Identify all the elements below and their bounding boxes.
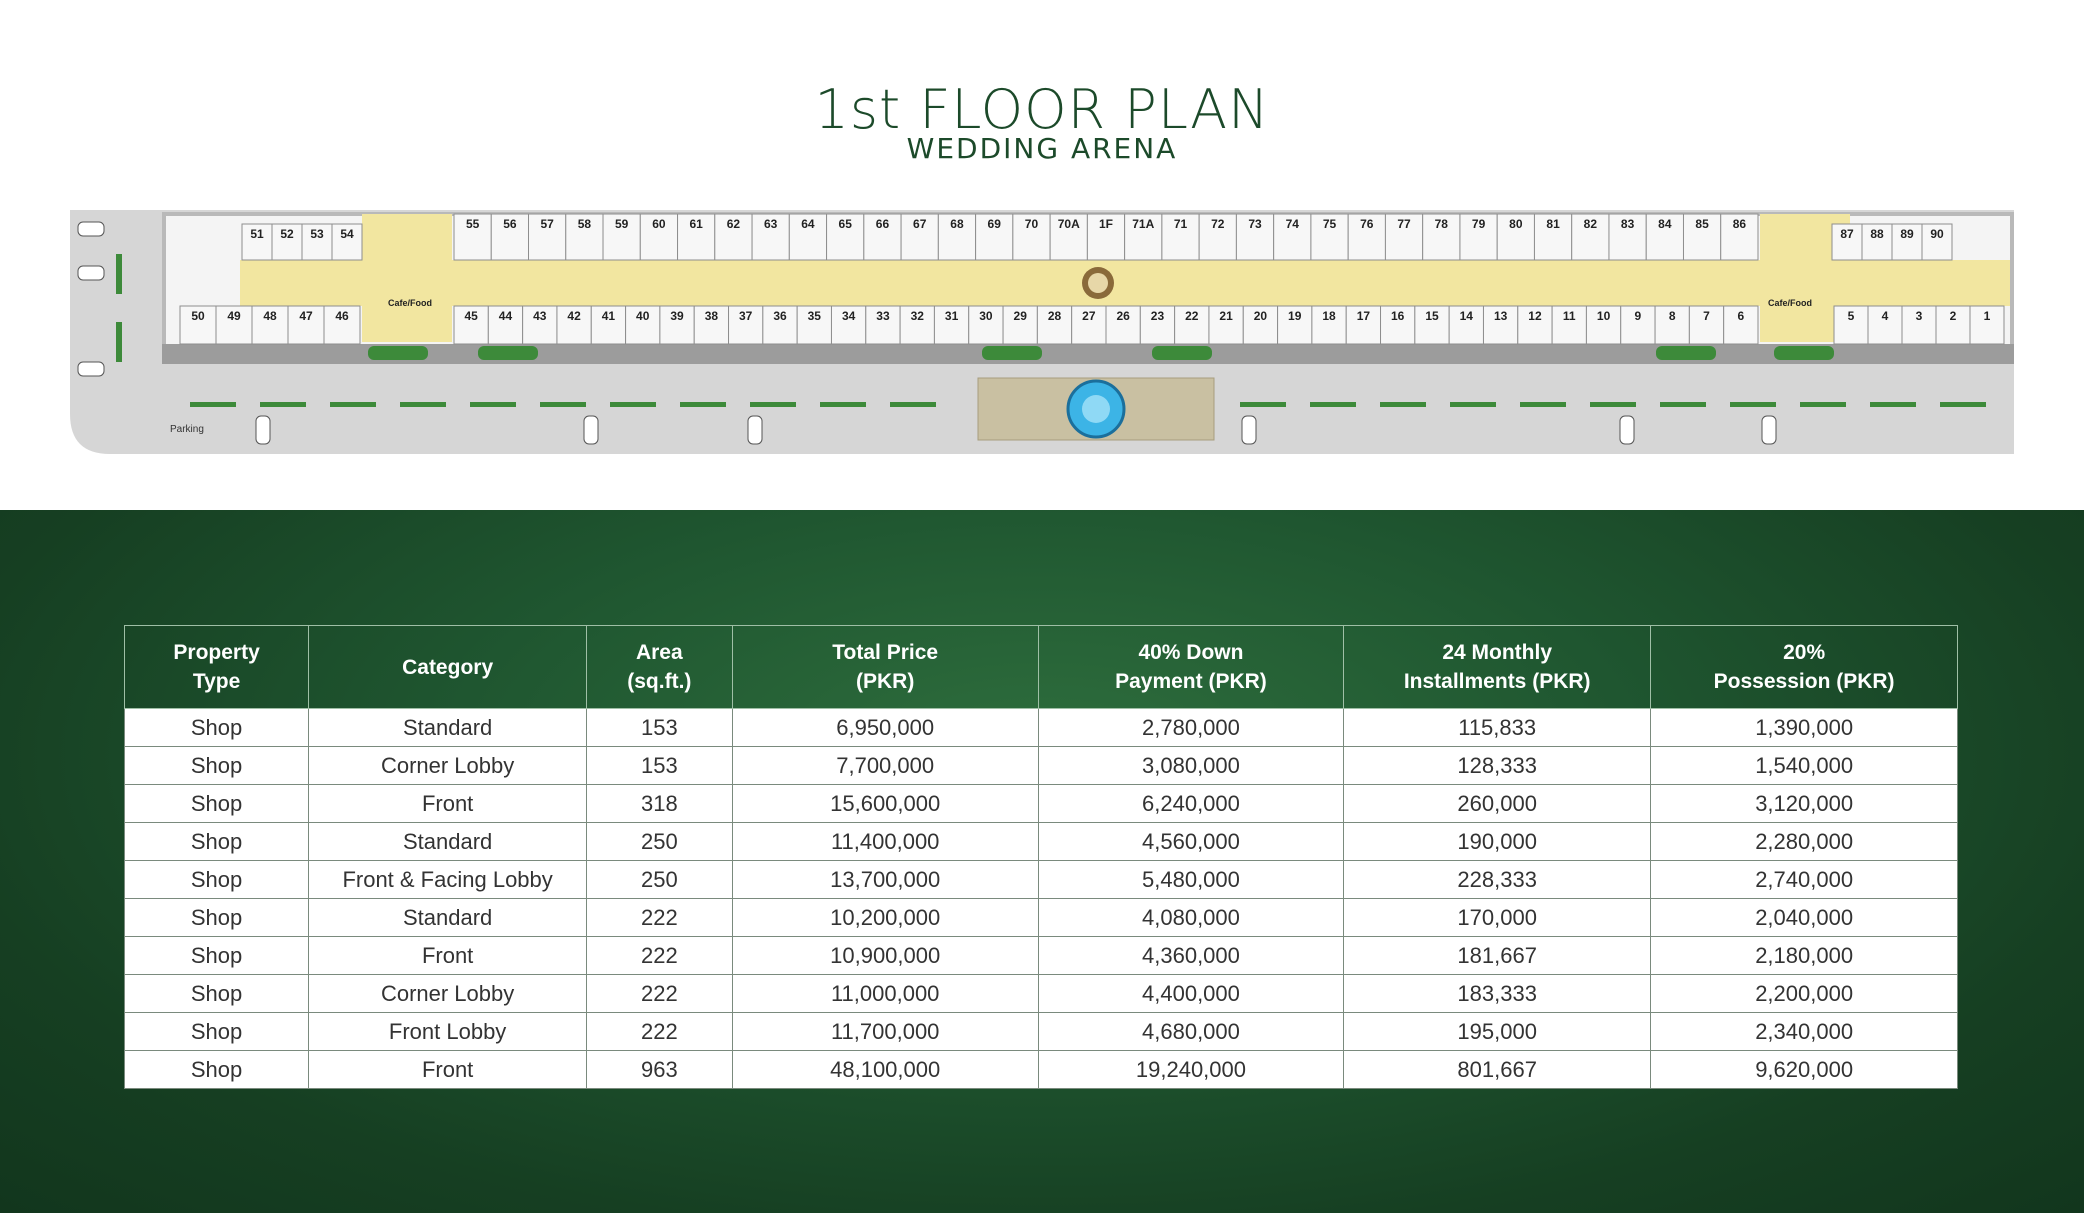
table-cell: Shop [125, 823, 309, 861]
unit-label-left-bottom: 48 [263, 309, 277, 323]
unit-label-top: 64 [801, 217, 815, 231]
unit-label-right-bottom: 1 [1983, 309, 1991, 323]
table-cell: 228,333 [1344, 861, 1651, 899]
unit-label-right-bottom: 4 [1881, 309, 1889, 323]
table-cell: 222 [587, 975, 732, 1013]
unit-label-bottom: 34 [841, 309, 856, 323]
table-cell: 2,040,000 [1651, 899, 1958, 937]
col-category: Category [309, 626, 587, 709]
table-row [125, 1051, 1958, 1089]
car [748, 416, 762, 444]
unit-label-top: 60 [652, 217, 666, 231]
table-row [125, 937, 1958, 975]
table-cell: Standard [309, 899, 587, 937]
unit-label-bottom: 33 [876, 309, 890, 323]
table-cell: 4,560,000 [1038, 823, 1343, 861]
table-cell: Front & Facing Lobby [309, 861, 587, 899]
table-cell: 190,000 [1344, 823, 1651, 861]
table-cell: 5,480,000 [1038, 861, 1343, 899]
unit-label-bottom: 11 [1562, 309, 1576, 323]
unit-label-top: 74 [1285, 217, 1299, 231]
unit-label-left-top: 54 [340, 227, 354, 241]
unit-label-top: 69 [987, 217, 1001, 231]
col-property-type: Property Type [125, 626, 309, 709]
table-cell: 2,180,000 [1651, 937, 1958, 975]
unit-label-left-top: 51 [250, 227, 264, 241]
col-monthly: 24 Monthly Installments (PKR) [1344, 626, 1651, 709]
parking-divider [470, 402, 516, 407]
shrub [1152, 346, 1212, 360]
unit-label-right-top: 89 [1900, 227, 1914, 241]
parking-divider [1590, 402, 1636, 407]
table-cell: 6,240,000 [1038, 785, 1343, 823]
unit-label-top: 71 [1173, 217, 1188, 231]
col-area: Area (sq.ft.) [587, 626, 732, 709]
parking-divider [1800, 402, 1846, 407]
car [78, 266, 104, 280]
table-cell: 9,620,000 [1651, 1051, 1958, 1089]
parking-divider [540, 402, 586, 407]
col-down-payment: 40% Down Payment (PKR) [1038, 626, 1343, 709]
parking-divider [1870, 402, 1916, 407]
table-cell: 183,333 [1344, 975, 1651, 1013]
unit-label-bottom: 42 [567, 309, 581, 323]
table-cell: Corner Lobby [309, 975, 587, 1013]
unit-label-left-bottom: 50 [191, 309, 205, 323]
table-cell: Shop [125, 861, 309, 899]
table-row [125, 747, 1958, 785]
unit-label-right-bottom: 3 [1915, 309, 1923, 323]
table-row [125, 823, 1958, 861]
parking-divider [400, 402, 446, 407]
car [1242, 416, 1256, 444]
table-cell: 181,667 [1344, 937, 1651, 975]
pricing-table [124, 625, 1958, 1089]
unit-label-top: 86 [1732, 217, 1747, 231]
table-cell: 2,780,000 [1038, 709, 1343, 747]
table-cell: Shop [125, 899, 309, 937]
unit-label-top: 73 [1248, 217, 1262, 231]
table-cell: Shop [125, 785, 309, 823]
table-cell: 153 [587, 747, 732, 785]
unit-label-bottom: 19 [1288, 309, 1302, 323]
table-cell: Shop [125, 937, 309, 975]
unit-label-left-bottom: 46 [335, 309, 349, 323]
unit-label-top: 80 [1509, 217, 1523, 231]
table-cell: 4,680,000 [1038, 1013, 1343, 1051]
floor-plan [70, 210, 2014, 454]
car [1762, 416, 1776, 444]
table-cell: 222 [587, 937, 732, 975]
car [256, 416, 270, 444]
table-cell: 3,080,000 [1038, 747, 1343, 785]
cafe-label-left: Cafe/Food [388, 298, 432, 308]
table-cell: 963 [587, 1051, 732, 1089]
table-cell: 170,000 [1344, 899, 1651, 937]
parking-divider [1380, 402, 1426, 407]
parking-divider [1520, 402, 1566, 407]
table-cell: 153 [587, 709, 732, 747]
table-cell: 10,200,000 [732, 899, 1038, 937]
unit-label-top: 55 [465, 217, 480, 231]
unit-label-top: 85 [1695, 217, 1709, 231]
table-cell: 2,200,000 [1651, 975, 1958, 1013]
unit-label-bottom: 32 [910, 309, 924, 323]
unit-label-bottom: 43 [533, 309, 547, 323]
unit-label-top: 79 [1471, 217, 1486, 231]
table-cell: 3,120,000 [1651, 785, 1958, 823]
parking-divider [190, 402, 236, 407]
cafe-label-right: Cafe/Food [1768, 298, 1812, 308]
table-cell: 250 [587, 861, 732, 899]
unit-label-top: 62 [726, 217, 741, 231]
table-cell: Shop [125, 709, 309, 747]
unit-label-top: 76 [1360, 217, 1374, 231]
unit-label-bottom: 41 [601, 309, 616, 323]
table-cell: 128,333 [1344, 747, 1651, 785]
table-row [125, 899, 1958, 937]
table-row [125, 1013, 1958, 1051]
walkway [162, 344, 2014, 364]
table-cell: Shop [125, 975, 309, 1013]
unit-label-top: 77 [1397, 217, 1411, 231]
unit-label-bottom: 22 [1185, 309, 1199, 323]
unit-label-bottom: 44 [498, 309, 513, 323]
table-cell: 260,000 [1344, 785, 1651, 823]
page-subtitle: WEDDING ARENA [906, 132, 1178, 165]
table-cell: Shop [125, 1013, 309, 1051]
unit-label-bottom: 12 [1528, 309, 1542, 323]
unit-label-right-top: 87 [1840, 227, 1854, 241]
unit-label-left-bottom: 47 [299, 309, 313, 323]
parking-divider [610, 402, 656, 407]
unit-label-bottom: 35 [807, 309, 821, 323]
unit-label-top: 71A [1132, 217, 1155, 231]
unit-label-bottom: 8 [1668, 309, 1676, 323]
unit-label-top: 70A [1057, 217, 1080, 231]
table-cell: 2,740,000 [1651, 861, 1958, 899]
unit-label-bottom: 45 [464, 309, 478, 323]
unit-label-bottom: 14 [1459, 309, 1473, 323]
unit-label-left-top: 53 [310, 227, 324, 241]
table-cell: 318 [587, 785, 732, 823]
shrub [1656, 346, 1716, 360]
unit-label-right-bottom: 2 [1949, 309, 1957, 323]
unit-label-top: 70 [1024, 217, 1039, 231]
unit-label-bottom: 38 [704, 309, 719, 323]
table-cell: Standard [309, 823, 587, 861]
table-cell: 19,240,000 [1038, 1051, 1343, 1089]
unit-label-top: 72 [1211, 217, 1225, 231]
table-header-row [125, 626, 1958, 709]
table-cell: 115,833 [1344, 709, 1651, 747]
table-cell: 15,600,000 [732, 785, 1038, 823]
unit-label-bottom: 37 [739, 309, 753, 323]
car [78, 222, 104, 236]
table-cell: Corner Lobby [309, 747, 587, 785]
table-cell: 4,360,000 [1038, 937, 1343, 975]
unit-label-bottom: 31 [944, 309, 959, 323]
table-cell: Front [309, 785, 587, 823]
unit-label-bottom: 23 [1150, 309, 1165, 323]
table-cell: 11,700,000 [732, 1013, 1038, 1051]
table-cell: 10,900,000 [732, 937, 1038, 975]
unit-label-top: 82 [1583, 217, 1598, 231]
unit-label-left-bottom: 49 [227, 309, 241, 323]
table-cell: Shop [125, 1051, 309, 1089]
unit-label-top: 58 [577, 217, 592, 231]
unit-label-bottom: 7 [1703, 309, 1710, 323]
parking-divider [1310, 402, 1356, 407]
unit-label-top: 61 [689, 217, 703, 231]
unit-label-bottom: 6 [1737, 309, 1745, 323]
shrub [1774, 346, 1834, 360]
car [1620, 416, 1634, 444]
header [0, 0, 2084, 510]
shrub [368, 346, 428, 360]
unit-label-top: 56 [503, 217, 517, 231]
unit-label-bottom: 26 [1116, 309, 1130, 323]
unit-label-bottom: 10 [1596, 309, 1611, 323]
table-row [125, 975, 1958, 1013]
table-cell: 11,000,000 [732, 975, 1038, 1013]
parking-divider [680, 402, 726, 407]
unit-label-bottom: 13 [1493, 309, 1508, 323]
unit-label-top: 65 [838, 217, 852, 231]
unit-label-right-bottom: 5 [1847, 309, 1855, 323]
unit-label-bottom: 30 [979, 309, 993, 323]
parking-divider [330, 402, 376, 407]
unit-label-top: 84 [1658, 217, 1672, 231]
unit-label-top: 78 [1434, 217, 1448, 231]
car [78, 362, 104, 376]
parking-divider [1940, 402, 1986, 407]
table-cell: 1,540,000 [1651, 747, 1958, 785]
unit-label-bottom: 27 [1082, 309, 1096, 323]
unit-label-bottom: 16 [1391, 309, 1405, 323]
parking-divider [820, 402, 866, 407]
table-cell: Front Lobby [309, 1013, 587, 1051]
table-cell: 1,390,000 [1651, 709, 1958, 747]
unit-label-top: 83 [1620, 217, 1635, 231]
page-title: 1st FLOOR PLAN [814, 78, 1270, 141]
table-cell: 4,400,000 [1038, 975, 1343, 1013]
unit-label-bottom: 40 [636, 309, 650, 323]
unit-label-bottom: 39 [670, 309, 684, 323]
unit-label-right-top: 90 [1930, 227, 1944, 241]
unit-label-bottom: 29 [1013, 309, 1027, 323]
table-cell: Front [309, 1051, 587, 1089]
unit-label-top: 68 [950, 217, 964, 231]
parking-divider [260, 402, 306, 407]
table-cell: Standard [309, 709, 587, 747]
unit-label-bottom: 36 [773, 309, 787, 323]
table-cell: 6,950,000 [732, 709, 1038, 747]
unit-label-top: 75 [1322, 217, 1337, 231]
table-row [125, 709, 1958, 747]
unit-label-top: 59 [614, 217, 629, 231]
shrub [478, 346, 538, 360]
unit-label-top: 81 [1546, 217, 1560, 231]
unit-label-bottom: 21 [1219, 309, 1233, 323]
parking-divider [1450, 402, 1496, 407]
unit-label-bottom: 18 [1322, 309, 1336, 323]
parking-divider [750, 402, 796, 407]
car [584, 416, 598, 444]
table-cell: 13,700,000 [732, 861, 1038, 899]
unit-label-bottom: 20 [1253, 309, 1268, 323]
table-cell: 222 [587, 899, 732, 937]
unit-label-bottom: 15 [1425, 309, 1439, 323]
col-possession: 20% Possession (PKR) [1651, 626, 1958, 709]
table-cell: 48,100,000 [732, 1051, 1038, 1089]
unit-label-top: 63 [764, 217, 778, 231]
unit-label-left-top: 52 [280, 227, 294, 241]
table-cell: 801,667 [1344, 1051, 1651, 1089]
parking-divider [1240, 402, 1286, 407]
unit-label-top: 66 [875, 217, 890, 231]
shrub [982, 346, 1042, 360]
table-cell: 250 [587, 823, 732, 861]
table-cell: 7,700,000 [732, 747, 1038, 785]
unit-label-top: 67 [913, 217, 927, 231]
table-cell: Front [309, 937, 587, 975]
unit-label-bottom: 9 [1634, 309, 1642, 323]
unit-label-right-top: 88 [1870, 227, 1884, 241]
table-cell: 195,000 [1344, 1013, 1651, 1051]
unit-label-top: 1F [1098, 217, 1114, 231]
table-cell: 4,080,000 [1038, 899, 1343, 937]
unit-label-bottom: 28 [1047, 309, 1062, 323]
table-row [125, 785, 1958, 823]
parking-divider [1660, 402, 1706, 407]
table-cell: 11,400,000 [732, 823, 1038, 861]
unit-label-top: 57 [540, 217, 554, 231]
bottom-units [454, 306, 1758, 344]
table-cell: Shop [125, 747, 309, 785]
top-units [454, 214, 1758, 260]
parking-divider [1730, 402, 1776, 407]
parking-label: Parking [170, 424, 204, 435]
table-cell: 222 [587, 1013, 732, 1051]
table-cell: 2,280,000 [1651, 823, 1958, 861]
unit-label-bottom: 17 [1356, 309, 1371, 323]
col-total-price: Total Price (PKR) [732, 626, 1038, 709]
parking-divider [890, 402, 936, 407]
table-row [125, 861, 1958, 899]
table-cell: 2,340,000 [1651, 1013, 1958, 1051]
